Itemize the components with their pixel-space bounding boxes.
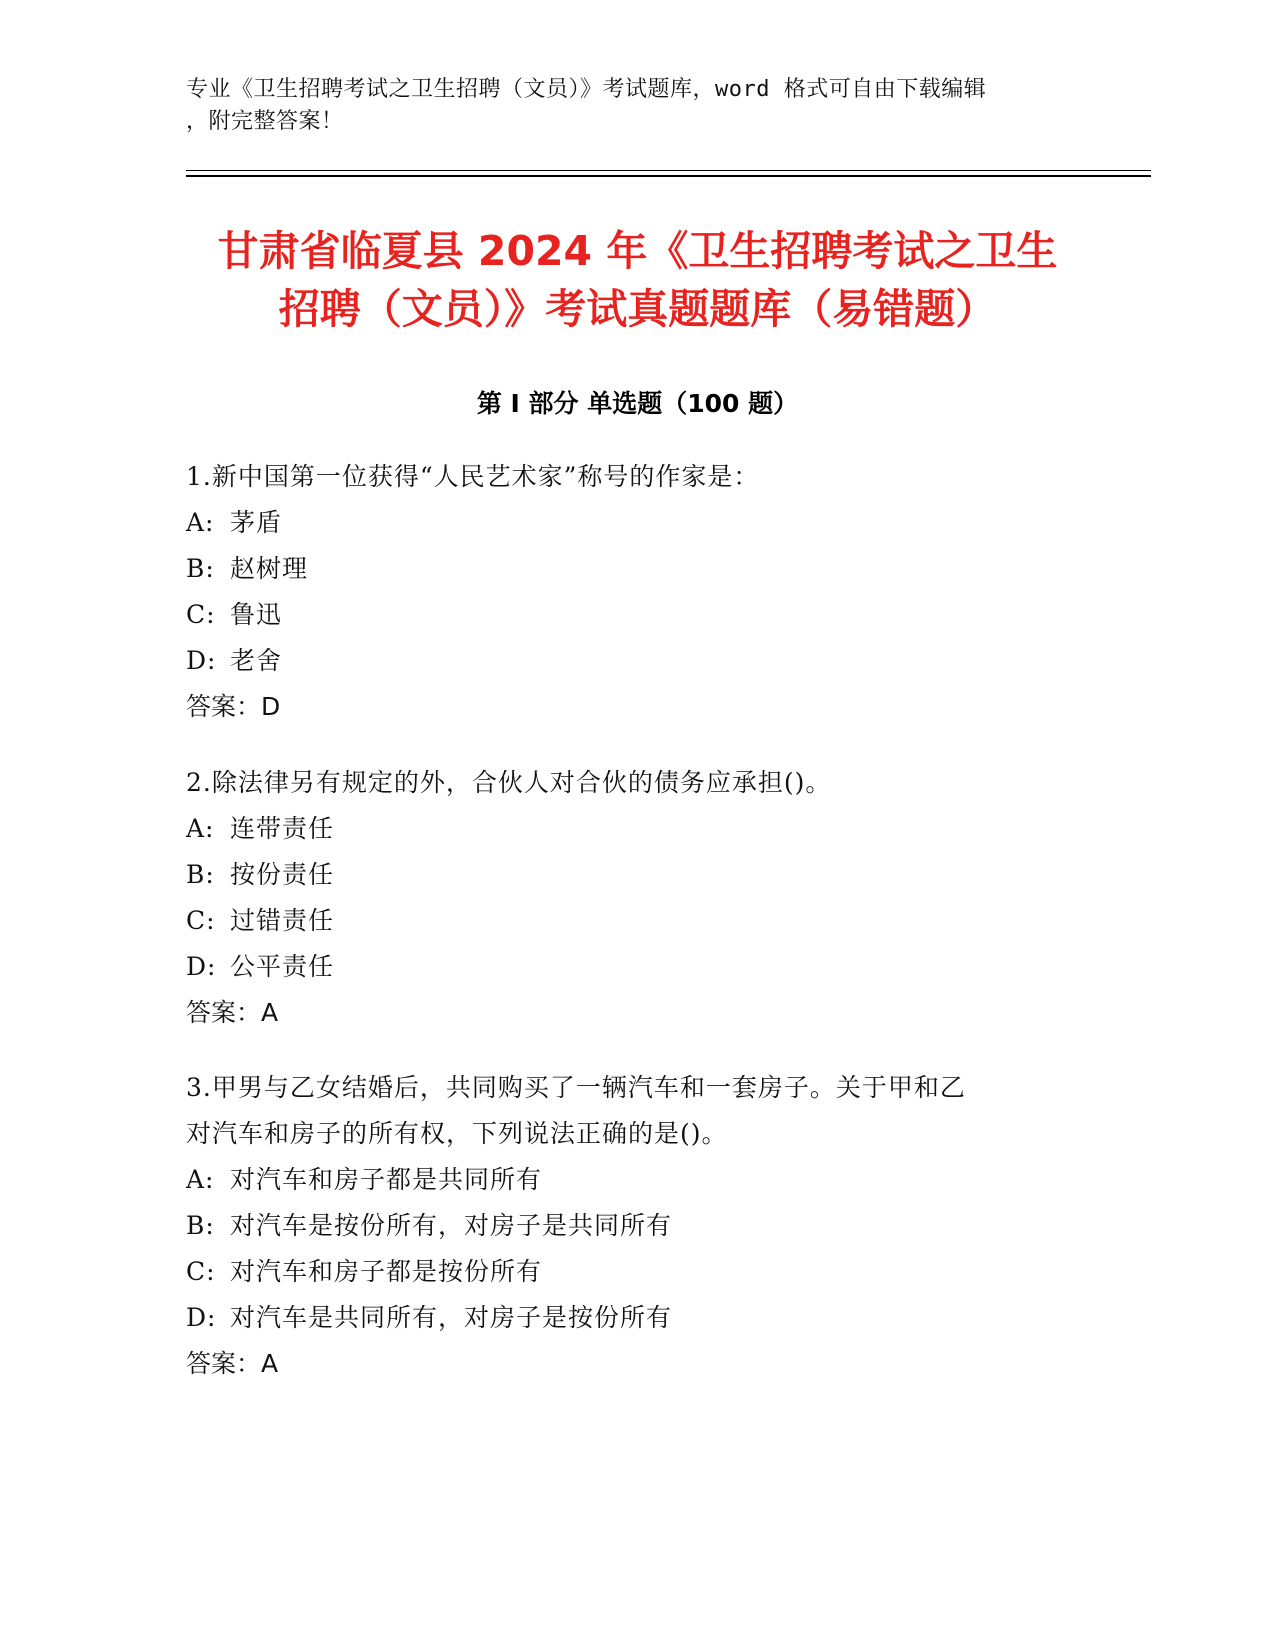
option-letter: B: bbox=[186, 554, 215, 583]
option-d bbox=[186, 638, 1086, 684]
option-letter: A: bbox=[186, 508, 215, 537]
question-item bbox=[186, 760, 1086, 1036]
document-title-line: 甘肃省临夏县 2024 年《卫生招聘考试之卫生 bbox=[217, 227, 1058, 275]
option-letter: C: bbox=[186, 600, 216, 629]
option-text: 茅盾 bbox=[230, 508, 283, 537]
option-c bbox=[186, 592, 1086, 638]
option-letter: D: bbox=[186, 1303, 217, 1332]
section-heading: 第 I 部分 单选题（100 题） bbox=[476, 389, 799, 418]
option-a bbox=[186, 1157, 1086, 1203]
question-stem-line: 3.甲男与乙女结婚后，共同购买了一辆汽车和一套房子。关于甲和乙 bbox=[186, 1073, 966, 1102]
option-text: 公平责任 bbox=[230, 952, 335, 981]
option-letter: C: bbox=[186, 1257, 216, 1286]
option-text: 过错责任 bbox=[230, 906, 335, 935]
option-text: 对汽车和房子都是按份所有 bbox=[230, 1257, 543, 1286]
option-text: 赵树理 bbox=[230, 554, 309, 583]
option-c bbox=[186, 898, 1086, 944]
option-letter: A: bbox=[186, 814, 215, 843]
answer-line: 答案：D bbox=[186, 692, 281, 721]
option-a bbox=[186, 806, 1086, 852]
document-title bbox=[150, 222, 1125, 338]
option-letter: B: bbox=[186, 860, 215, 889]
question-stem: 1.新中国第一位获得“人民艺术家”称号的作家是： bbox=[186, 462, 760, 491]
option-text: 连带责任 bbox=[230, 814, 335, 843]
option-letter: B: bbox=[186, 1211, 215, 1240]
header-note bbox=[186, 74, 1066, 138]
option-d bbox=[186, 1295, 1086, 1341]
option-b bbox=[186, 1203, 1086, 1249]
question-stem: 2.除法律另有规定的外，合伙人对合伙的债务应承担()。 bbox=[186, 768, 832, 797]
question-item bbox=[186, 1065, 1086, 1387]
answer-line: 答案：A bbox=[186, 998, 279, 1027]
option-letter: A: bbox=[186, 1165, 215, 1194]
option-text: 对汽车是共同所有，对房子是按份所有 bbox=[230, 1303, 673, 1332]
document-title-line: 招聘（文员）》考试真题题库（易错题） bbox=[278, 285, 997, 333]
question-stem-line: 对汽车和房子的所有权，下列说法正确的是()。 bbox=[186, 1119, 728, 1148]
option-text: 对汽车和房子都是共同所有 bbox=[230, 1165, 543, 1194]
option-b bbox=[186, 546, 1086, 592]
answer-line: 答案：A bbox=[186, 1349, 279, 1378]
option-b bbox=[186, 852, 1086, 898]
option-d bbox=[186, 944, 1086, 990]
question-item bbox=[186, 454, 1086, 730]
header-note-line: ，附完整答案！ bbox=[186, 109, 344, 134]
header-divider-thin bbox=[186, 170, 1151, 171]
option-letter: D: bbox=[186, 952, 217, 981]
option-text: 鲁迅 bbox=[230, 600, 283, 629]
option-text: 按份责任 bbox=[230, 860, 335, 889]
option-letter: D: bbox=[186, 646, 217, 675]
option-text: 对汽车是按份所有，对房子是共同所有 bbox=[230, 1211, 673, 1240]
header-divider-thick bbox=[186, 175, 1151, 177]
option-text: 老舍 bbox=[230, 646, 283, 675]
option-c bbox=[186, 1249, 1086, 1295]
option-a bbox=[186, 500, 1086, 546]
header-note-line: 专业《卫生招聘考试之卫生招聘（文员）》考试题库，word 格式可自由下载编辑 bbox=[186, 77, 987, 102]
option-letter: C: bbox=[186, 906, 216, 935]
